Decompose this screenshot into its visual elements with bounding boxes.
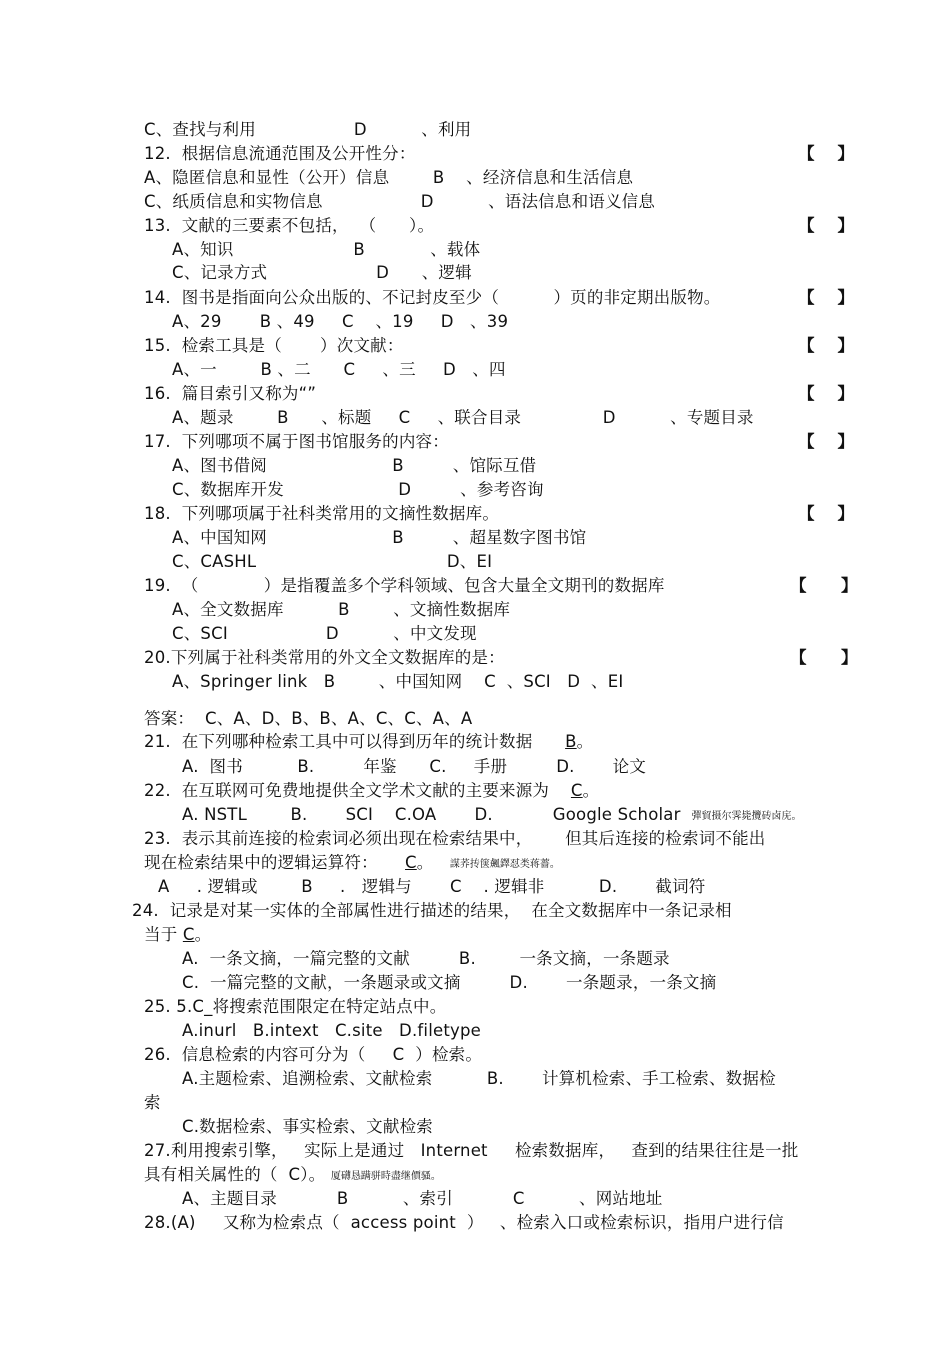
question-23-answer: C [405, 853, 417, 872]
question-24-answer: C [182, 925, 195, 944]
option-line-24-cd: C. 一篇完整的文献，一条题录或文摘 D. 一条题录，一条文摘 [182, 973, 717, 992]
question-25: 25. 5.C_将搜索范围限定在特定站点中。 [144, 997, 447, 1016]
answer-bracket-12: 【 】 [798, 144, 854, 163]
question-13: 13. 文献的三要素不包括， （ ）。 [144, 216, 435, 235]
question-24-cont [144, 925, 211, 945]
option-line-22-text: A. NSTL B. SCI C.OA D. Google Scholar [182, 805, 681, 824]
garbled-text-23: 謀荞抟箧飆鐸怼类蒋薔。 [449, 859, 560, 870]
question-22-answer: C [570, 781, 583, 800]
question-21 [144, 732, 593, 752]
option-line-26-c: C.数据检索、事实检索、文献检索 [182, 1117, 433, 1136]
question-23-period: 。 [416, 853, 434, 872]
option-line-27: A、主题目录 B 、索引 C 、网站地址 [182, 1189, 663, 1208]
question-27-text: 具有相关属性的（ C [144, 1165, 301, 1184]
question-21-answer: B [565, 732, 577, 751]
option-line-26-ab: A.主题检索、追溯检索、文献检索 B. 计算机检索、手工检索、数据检 [182, 1069, 776, 1088]
option-line-21: A. 图书 B. 年鉴 C. 手册 D. 论文 [182, 757, 647, 776]
answer-bracket-16: 【 】 [798, 384, 854, 403]
question-22-text: 22. 在互联网可免费地提供全文学术文献的主要来源为 [144, 781, 550, 800]
option-line-13-ab: A、知识 B 、载体 [172, 240, 481, 259]
question-19: 19. （ ）是指覆盖多个学科领域、包含大量全文期刊的数据库 [144, 576, 665, 595]
question-21-text: 21. 在下列哪种检索工具中可以得到历年的统计数据 [144, 732, 533, 751]
option-line-17-ab: A、图书借阅 B 、馆际互借 [172, 456, 537, 475]
option-line-11-cd: C、查找与利用 D 、利用 [144, 120, 472, 139]
answer-bracket-20: 【 】 [790, 648, 858, 667]
answer-bracket-18: 【 】 [798, 504, 854, 523]
question-18: 18. 下列哪项属于社科类常用的文摘性数据库。 [144, 504, 500, 523]
question-28: 28.(A) 又称为检索点（ access point ） 、检索入口或检索标识，指用户进行信 [144, 1213, 784, 1232]
question-24-text: 当于 [144, 925, 178, 944]
question-23-text: 现在检索结果中的逻辑运算符： [144, 853, 378, 872]
question-23-cont [144, 853, 560, 875]
question-12: 12. 根据信息流通范围及公开性分： [144, 144, 416, 163]
option-line-17-cd: C、数据库开发 D 、参考咨询 [172, 480, 544, 499]
option-line-12-ab: A、隐匿信息和显性（公开）信息 B 、经济信息和生活信息 [144, 168, 634, 187]
answer-bracket-17: 【 】 [798, 432, 854, 451]
question-21-period: 。 [576, 732, 594, 751]
question-22-period: 。 [582, 781, 600, 800]
answer-bracket-19: 【 】 [790, 576, 858, 595]
answer-key: 答案： C、A、D、B、B、A、C、C、A、A [144, 709, 473, 728]
option-line-15: A、一 B 、二 C 、三 D 、四 [172, 360, 506, 379]
answer-bracket-15: 【 】 [798, 336, 854, 355]
option-line-12-cd: C、纸质信息和实物信息 D 、语法信息和语义信息 [144, 192, 656, 211]
option-line-20: A、Springer link B 、中国知网 C 、SCI D 、EI [172, 672, 624, 691]
question-27: 27.利用搜索引擎， 实际上是通过 Internet 检索数据库， 查到的结果往往是一批 [144, 1141, 799, 1160]
option-line-19-ab: A、全文数据库 B 、文摘性数据库 [172, 600, 511, 619]
option-line-14: A、29 B 、49 C 、19 D 、39 [172, 312, 509, 331]
option-line-13-cd: C、记录方式 D 、逻辑 [172, 263, 472, 282]
option-line-18-ab: A、中国知网 B 、超星数字图书馆 [172, 528, 587, 547]
question-16: 16. 篇目索引又称为“” [144, 384, 317, 403]
option-line-24-ab: A. 一条文摘，一篇完整的文献 B. 一条文摘，一条题录 [182, 949, 670, 968]
option-line-16: A、题录 B 、标题 C 、联合目录 D 、专题目录 [172, 408, 754, 427]
answer-bracket-14: 【 】 [798, 288, 854, 307]
answer-bracket-13: 【 】 [798, 216, 854, 235]
question-27-cont [144, 1165, 441, 1187]
question-27-close: ）。 [300, 1165, 326, 1184]
question-24: 24. 记录是对某一实体的全部属性进行描述的结果， 在全文数据库中一条记录相 [132, 901, 732, 920]
option-line-25: A.inurl B.intext C.site D.filetype [182, 1021, 481, 1040]
question-14: 14. 图书是指面向公众出版的、不记封皮至少（ ）页的非定期出版物。 [144, 288, 721, 307]
garbled-text-22: 彈貿摄尔霁毙攬砖卤庑。 [691, 811, 802, 822]
option-line-19-cd: C、SCI D 、中文发现 [172, 624, 477, 643]
garbled-text-27: 厦礴恳蹒骈時盡继價骚。 [330, 1171, 441, 1182]
option-line-26-wrap: 索 [144, 1093, 161, 1112]
question-15: 15. 检索工具是（ ）次文献： [144, 336, 404, 355]
question-23: 23. 表示其前连接的检索词必须出现在检索结果中， 但其后连接的检索词不能出 [144, 829, 766, 848]
question-22 [144, 781, 599, 801]
question-24-period: 。 [194, 925, 212, 944]
question-17: 17. 下列哪项不属于图书馆服务的内容： [144, 432, 449, 451]
option-line-23: A . 逻辑或 B . 逻辑与 C . 逻辑非 D. 截词符 [158, 877, 706, 896]
option-line-22 [182, 805, 801, 827]
option-line-18-cd: C、CASHL D、EI [172, 552, 493, 571]
question-20: 20.下列属于社科类常用的外文全文数据库的是： [144, 648, 505, 667]
question-26: 26. 信息检索的内容可分为（ C ）检索。 [144, 1045, 483, 1064]
